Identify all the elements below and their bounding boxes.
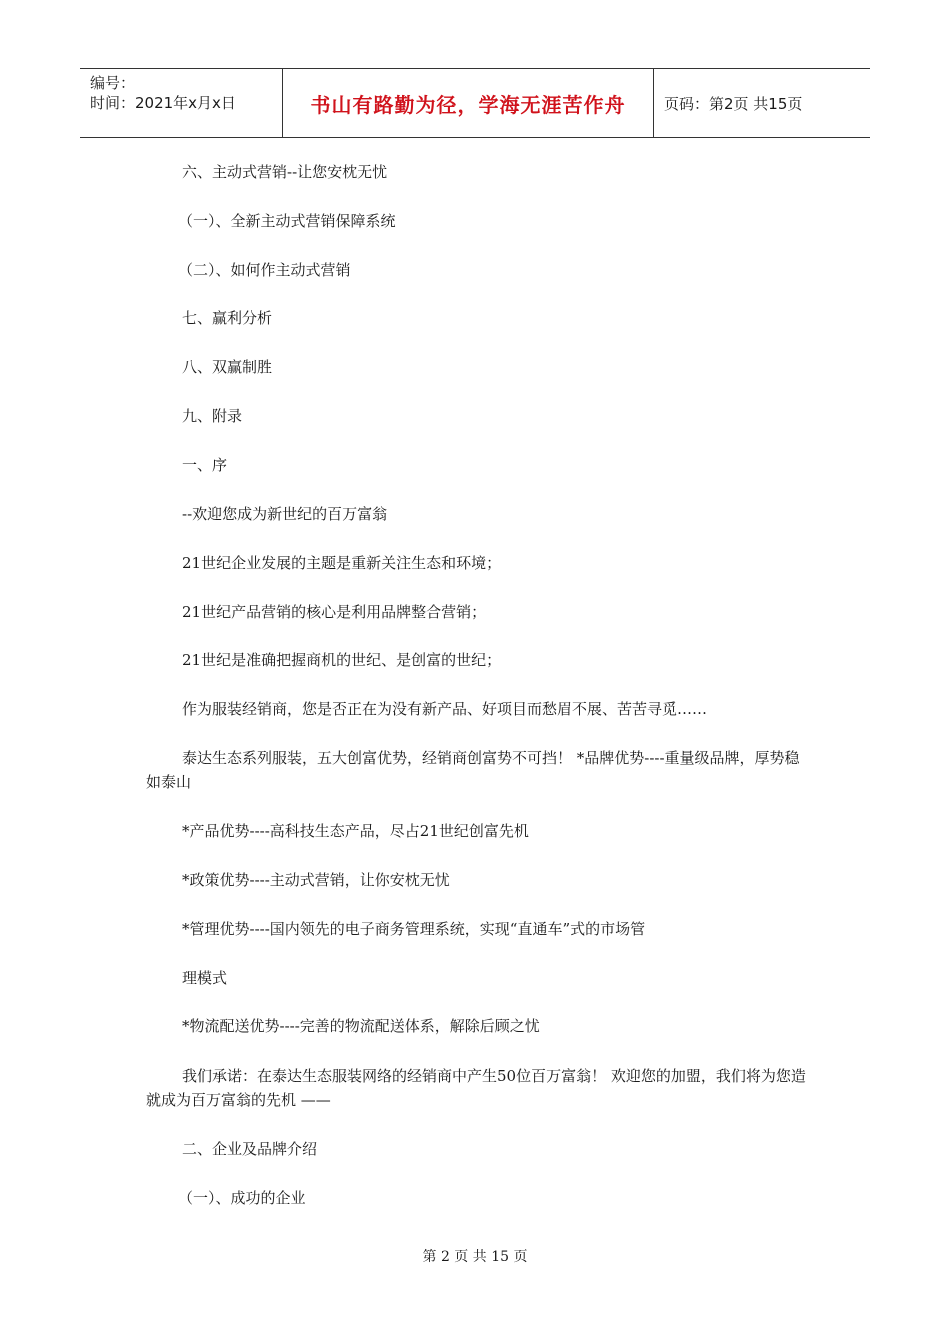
paragraph: *产品优势----高科技生态产品，尽占21世纪创富先机 <box>182 822 529 840</box>
paragraph: *政策优势----主动式营销，让你安枕无忧 <box>182 871 450 889</box>
paragraph: 作为服装经销商，您是否正在为没有新产品、好项目而愁眉不展、苦苦寻觅…… <box>182 700 708 718</box>
subsection-heading: （一）、成功的企业 <box>178 1189 306 1207</box>
paragraph: *物流配送优势----完善的物流配送体系，解除后顾之忧 <box>182 1017 540 1035</box>
header-motto: 书山有路勤为径，学海无涯苦作舟 <box>310 92 626 117</box>
page-header <box>80 68 870 138</box>
toc-line: （二）、如何作主动式营销 <box>178 261 351 279</box>
header-meta <box>80 69 282 137</box>
toc-line: 九、附录 <box>182 407 243 425</box>
toc-line: 八、双赢制胜 <box>182 358 273 376</box>
page-footer <box>0 1246 950 1266</box>
paragraph: 理模式 <box>182 969 228 987</box>
serial-number-label: 编号： <box>90 74 136 92</box>
paragraph: --欢迎您成为新世纪的百万富翁 <box>182 505 388 523</box>
toc-line: 七、赢利分析 <box>182 309 273 327</box>
paragraph: 21世纪是准确把握商机的世纪、是创富的世纪； <box>182 651 502 669</box>
paragraph: 21世纪企业发展的主题是重新关注生态和环境； <box>182 554 502 572</box>
paragraph: 21世纪产品营销的核心是利用品牌整合营销； <box>182 603 487 621</box>
section-heading: 二、企业及品牌介绍 <box>182 1140 318 1158</box>
paragraph: *管理优势----国内领先的电子商务管理系统，实现“直通车”式的市场管 <box>182 920 646 938</box>
section-heading: 一、序 <box>182 456 228 474</box>
paragraph: 泰达生态系列服装，五大创富优势，经销商创富势不可挡！ *品牌优势----重量级品牌，厚势稳如泰山 <box>146 749 800 791</box>
header-page-info-cell <box>654 69 870 137</box>
header-page-info: 页码：第2页 共15页 <box>664 94 803 113</box>
toc-line: （一）、全新主动式营销保障系统 <box>178 212 396 230</box>
footer-page-number: 第 2 页 共 15 页 <box>422 1249 528 1265</box>
date-label: 时间：2021年x月x日 <box>90 94 236 112</box>
toc-line: 六、主动式营销--让您安枕无忧 <box>182 163 388 181</box>
header-motto-cell <box>282 69 654 137</box>
paragraph: 我们承诺：在泰达生态服装网络的经销商中产生50位百万富翁！ 欢迎您的加盟，我们将为您造就成为百万富翁的先机 —— <box>146 1067 806 1109</box>
